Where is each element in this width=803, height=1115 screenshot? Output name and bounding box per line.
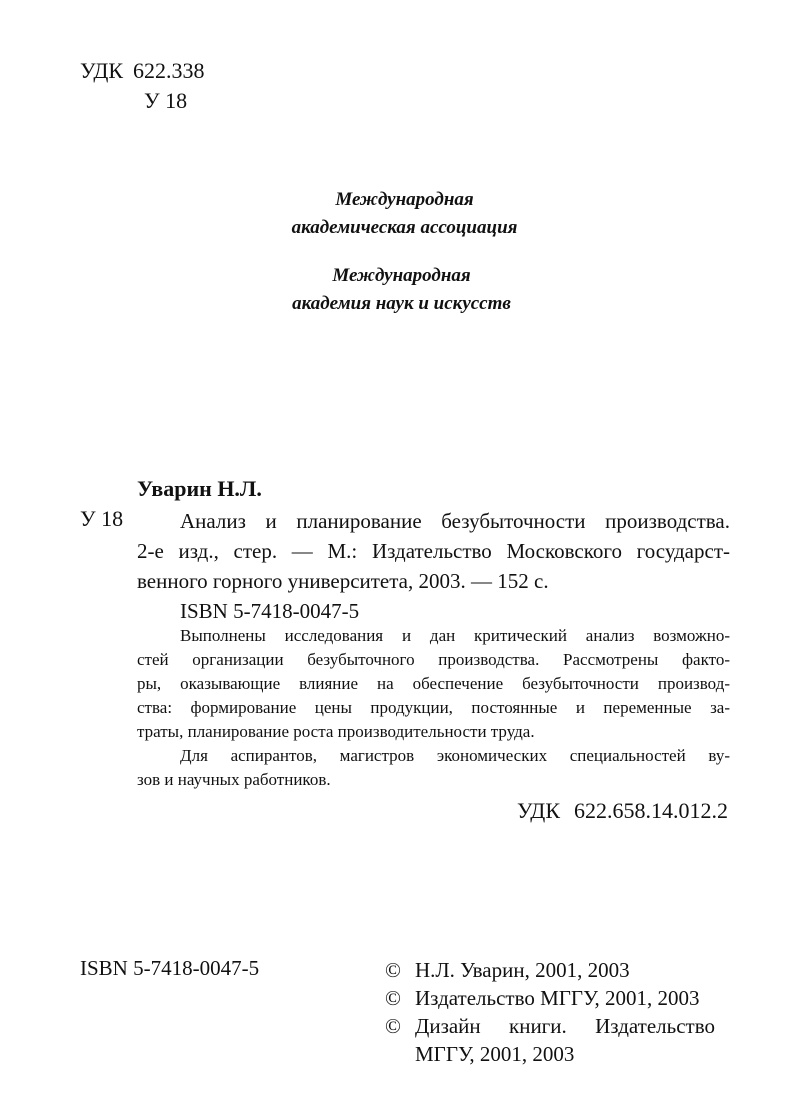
udk-code-bottom: 622.658.14.012.2: [574, 798, 728, 823]
organization-1-line-1: Международная: [335, 189, 474, 210]
copyright-design-continued: МГГУ, 2001, 2003: [415, 1042, 575, 1066]
udk-label: УДК: [80, 58, 124, 83]
shelf-mark-top: У 18: [144, 88, 188, 113]
udk-row: [80, 56, 205, 86]
bibliographic-description: [137, 506, 730, 626]
udk-code: 622.338: [133, 58, 205, 83]
copyright-author: [385, 956, 715, 984]
annotation-line-4: ства: формирование цены продукции, постоянные и переменные за-: [137, 698, 730, 717]
annotation-line-5: траты, планирование роста производительности труда.: [137, 722, 535, 741]
organization-1-line-2: академическая ассоциация: [291, 217, 518, 238]
organization-2-line-1: Международная: [332, 265, 471, 286]
bib-line-1: Анализ и планирование безубыточности производства.: [180, 509, 730, 533]
shelf-mark: У 18: [80, 506, 124, 531]
annotation-line-7: зов и научных работников.: [137, 770, 331, 789]
organization-2: [0, 262, 803, 318]
udk-footer: [517, 798, 728, 824]
copyright-design-text: Дизайн книги. Издательство: [415, 1014, 715, 1038]
copyright-block: [385, 956, 715, 1068]
annotation-line-6: Для аспирантов, магистров экономических специальностей ву-: [180, 746, 730, 765]
copyright-publisher-text: Издательство МГГУ, 2001, 2003: [415, 986, 700, 1010]
bib-line-3: венного горного университета, 2003. — 152 с.: [137, 569, 549, 593]
udk-header: [80, 56, 205, 116]
annotation-line-3: ры, оказывающие влияние на обеспечение безубыточности производ-: [137, 674, 730, 693]
copyright-publisher: [385, 984, 715, 1012]
udk-label-bottom: УДК: [516, 798, 560, 823]
bib-line-2: 2-е изд., стер. — М.: Издательство Московского государст-: [137, 539, 730, 563]
copyright-icon: ©: [385, 958, 401, 982]
organization-2-line-2: академия наук и искусств: [292, 293, 511, 314]
copyright-icon: ©: [385, 1014, 401, 1038]
record-isbn: ISBN 5-7418-0047-5: [180, 599, 360, 623]
annotation: [137, 624, 730, 792]
author-initials: Н.Л.: [217, 476, 262, 501]
organization-1: [0, 186, 803, 242]
isbn-footer: ISBN 5-7418-0047-5: [80, 956, 260, 980]
organizations-block: [0, 186, 803, 318]
copyright-design: [385, 1012, 715, 1040]
copyright-author-text: Н.Л. Уварин, 2001, 2003: [415, 958, 630, 982]
copyright-icon: ©: [385, 986, 401, 1010]
annotation-line-2: стей организации безубыточного производства. Рассмотрены факто-: [137, 650, 730, 669]
annotation-line-1: Выполнены исследования и дан критический анализ возможно-: [180, 626, 730, 645]
author-surname: Уварин: [137, 476, 212, 501]
author-heading: [137, 476, 262, 502]
